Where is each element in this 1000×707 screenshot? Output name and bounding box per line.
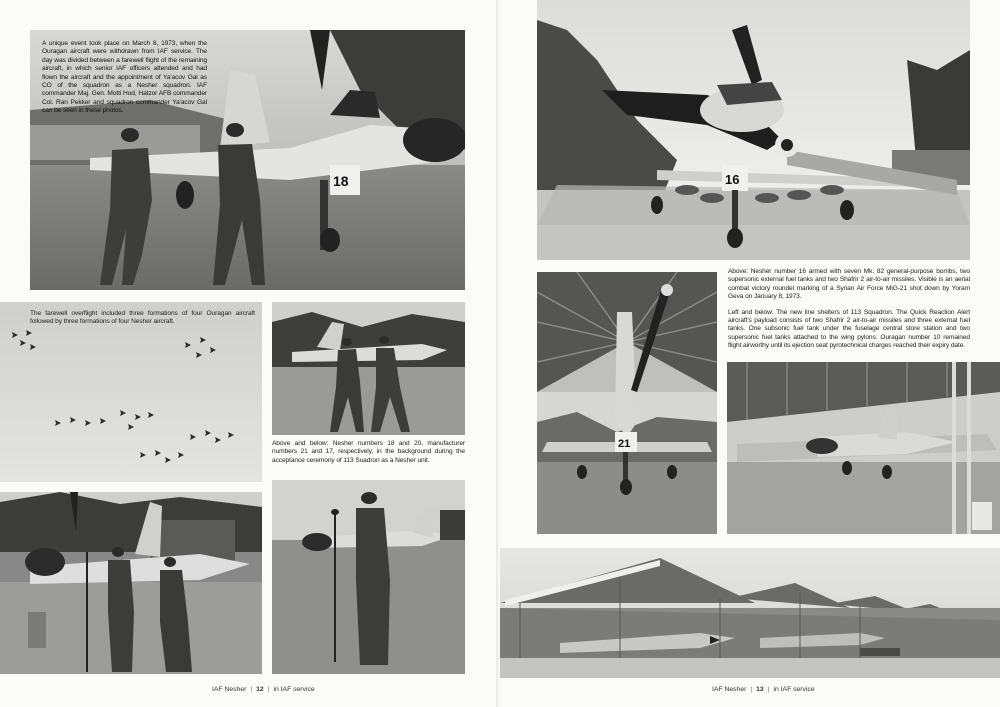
left-folio: IAF Nesher | 12 | in IAF service	[212, 686, 315, 693]
folio-title-right: IAF Nesher	[712, 686, 747, 693]
caption-farewell-overflight: The farewell overflight included three formations of four Ouragan aircraft followed by three formations of four Nesher aircraft.	[30, 310, 255, 326]
right-folio: IAF Nesher | 13 | in IAF service	[712, 686, 815, 693]
folio-section-left: in IAF service	[273, 686, 315, 693]
caption-acceptance-ceremony: Above and below: Nesher numbers 18 and 20, manufacturer numbers 21 and 17, respectively, in the background during the acceptance ceremony of 113 Suadron as a Nesher unit.	[272, 440, 465, 464]
page-number-right: 13	[756, 686, 764, 693]
photo-farewell-overflight	[0, 302, 262, 482]
aircraft-number-16: 16	[725, 172, 740, 187]
aircraft-number-18: 18	[333, 173, 349, 189]
aircraft-number-21: 21	[618, 438, 631, 450]
page-number-left: 12	[256, 686, 264, 693]
caption-nesher-16	[728, 268, 970, 358]
right-page	[500, 0, 1000, 707]
folio-section-right: in IAF service	[773, 686, 815, 693]
photo-officer-microphone	[272, 480, 465, 674]
caption-line-shelters: Left and below: The new line shelters of 113 Squadron. The Quick Reaction Alert aircraft's payload consists of two Shafrir 2 air-to-air missiles and three external fuel tanks. One subsonic fuel tank under the fuselage central store station and two supersonic fuel tanks attached to the wing pylons. Ouragan number 10 remained flight airworthy until its ejection seat pyrotechnical charges reached their expiry date.	[728, 308, 970, 350]
photo-officers-nesher-20	[0, 492, 262, 674]
photo-shelters-row	[500, 548, 1000, 678]
photo-officers-nesher-18	[30, 30, 465, 290]
caption-ouragan-withdrawal: A unique event took place on March 8, 1973, when the Ouragan aircraft were withdrawn from IAF service. The day was divided between a farewell flight of the remaining aircraft, in which senior IAF officers attended and had flown the aircraft and the appointment of Ya'acov Gal as CO of the squadron as a Nesher squadron. IAF commander Maj. Gen. Motti Hod, Hatzor AFB commander Col. Ran Pekker and squadron commander Ya'acov Gal can be seen in these photos.	[42, 40, 207, 115]
caption-nesher-16-armament: Above: Nesher number 16 armed with seven Mk. 82 general-purpose bombs, two supersonic external fuel tanks and two Shafrir 2 air-to-air missiles. Visible is an aerial combat victory roundel marking of a Syrian Air Force MiG-21 shot down by Yoram Geva on January 8, 1973.	[728, 268, 970, 301]
photo-nesher-16-armed	[537, 0, 970, 260]
folio-title-left: IAF Nesher	[212, 686, 247, 693]
photo-nesher-21-shelter	[537, 272, 717, 534]
photo-line-shelters	[727, 362, 1000, 534]
photo-officers-ouragan	[272, 302, 465, 435]
